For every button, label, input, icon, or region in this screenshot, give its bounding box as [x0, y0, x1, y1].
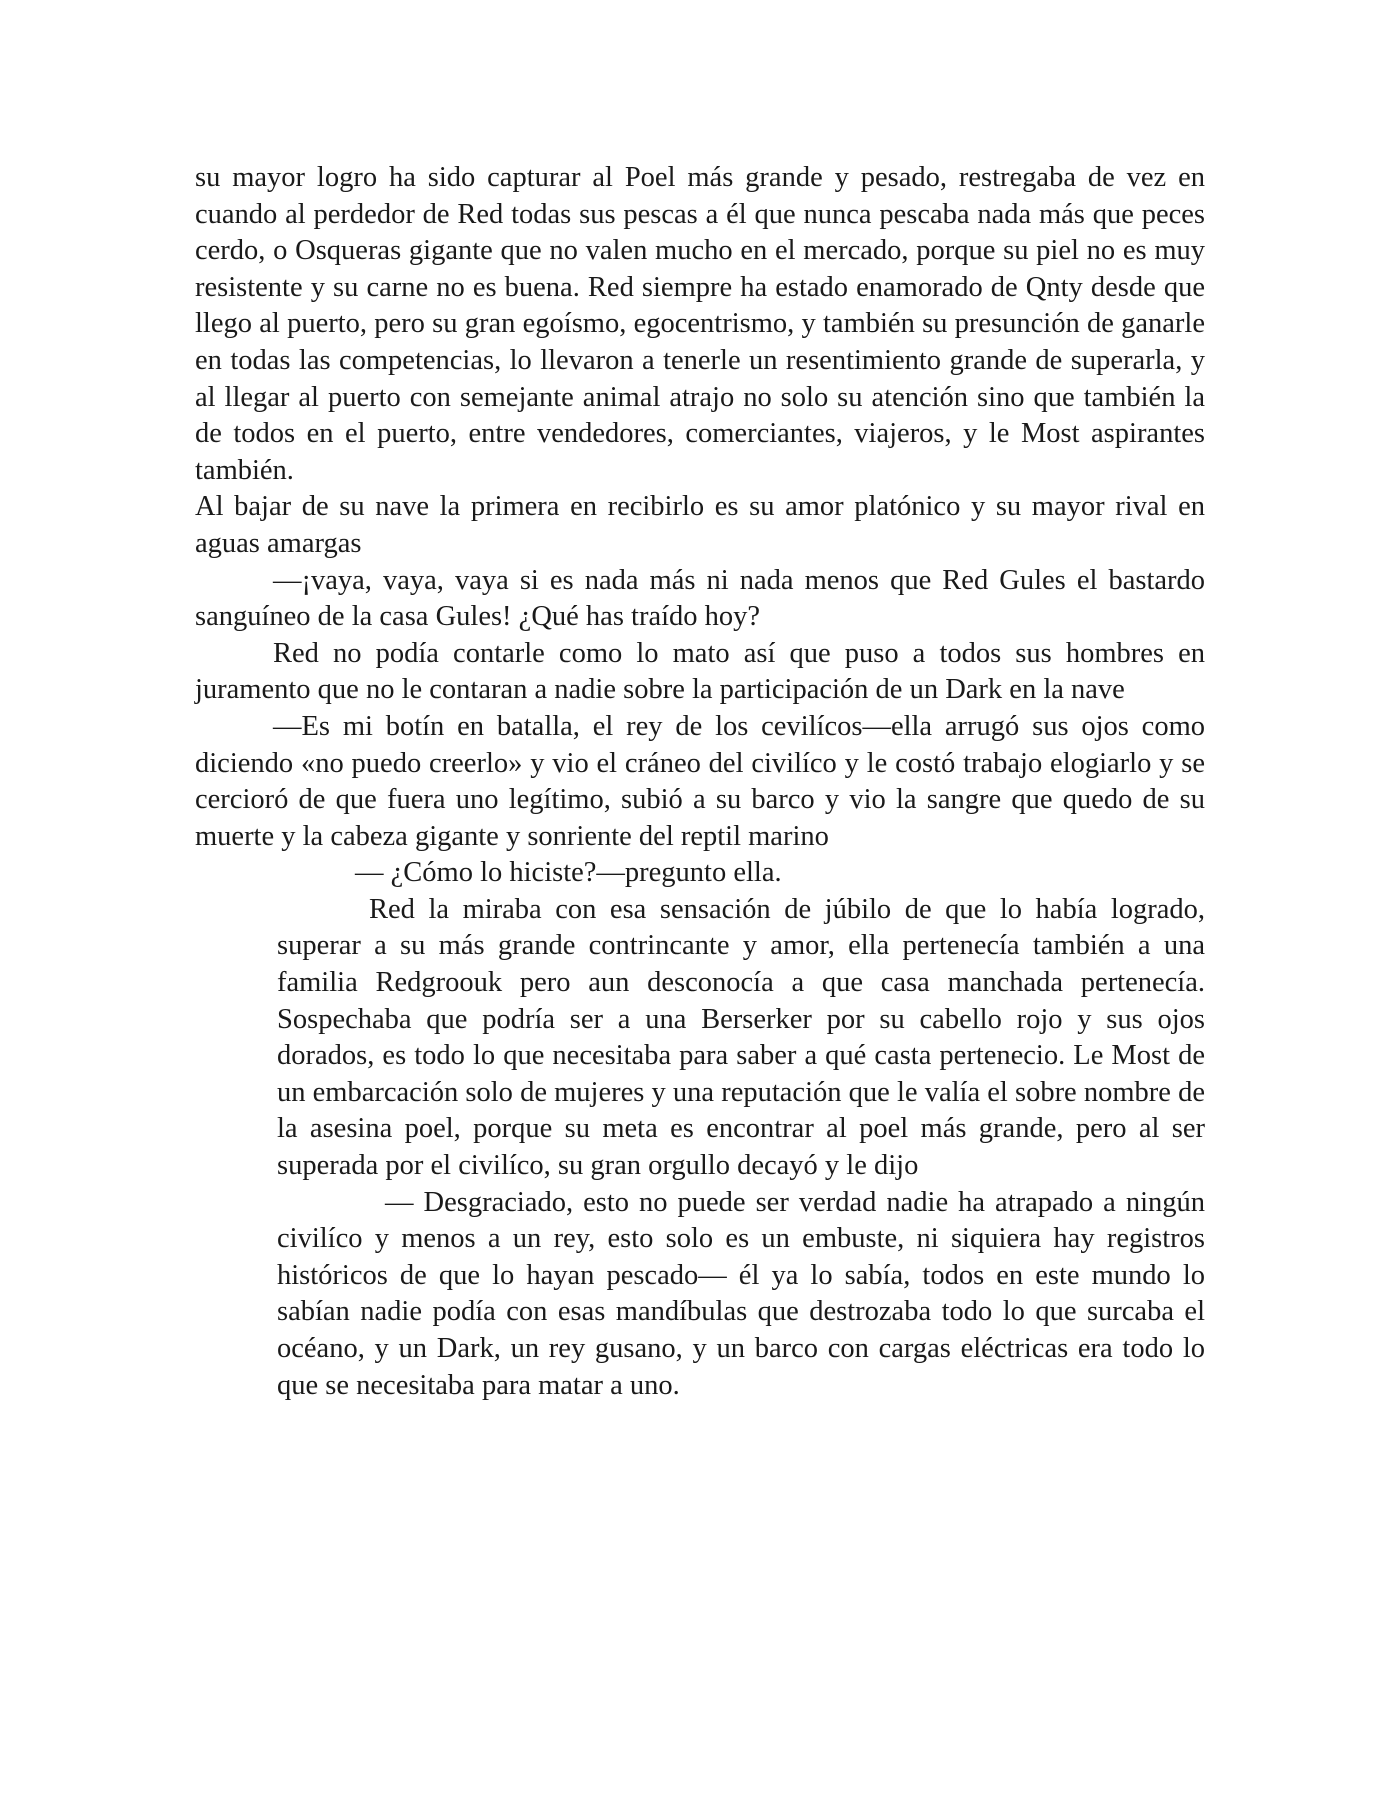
paragraph-4: Red no podía contarle como lo mato así que puso a todos sus hombres en juramento que no le contaran a nadie sobre la participación de un Dark en la nave	[195, 637, 1205, 706]
paragraph-5: —Es mi botín en batalla, el rey de los cevilícos—ella arrugó sus ojos como diciendo «no puedo creerlo» y vio el cráneo del civilíco y le costó trabajo elogiarlo y se cercioró de que fuera uno legítimo, subió a su barco y vio la sangre que quedo de su muerte y la cabeza gigante y sonriente del reptil marino	[195, 710, 1205, 852]
paragraph-3: —¡vaya, vaya, vaya si es nada más ni nada menos que Red Gules el bastardo sanguíneo de la casa Gules! ¿Qué has traído hoy?	[195, 564, 1205, 633]
document-body	[195, 160, 1205, 1404]
paragraph-8: — Desgraciado, esto no puede ser verdad nadie ha atrapado a ningún civilíco y menos a un rey, esto solo es un embuste, ni siquiera hay registros históricos de que lo hayan pescado— él ya lo sabía, todos en este mundo lo sabían nadie podía con esas mandíbulas que destrozaba todo lo que surcaba el océano, y un Dark, un rey gusano, y un barco con cargas eléctricas era todo lo que se necesitaba para matar a uno.	[277, 1186, 1205, 1401]
paragraph-6: — ¿Cómo lo hiciste?—pregunto ella.	[355, 857, 782, 889]
paragraph-1: su mayor logro ha sido capturar al Poel más grande y pesado, restregaba de vez en cuando al perdedor de Red todas sus pescas a él que nunca pescaba nada más que peces cerdo, o Osqueras gigante que no valen mucho en el mercado, porque su piel no es muy resistente y su carne no es buena. Red siempre ha estado enamorado de Qnty desde que llego al puerto, pero su gran egoísmo, egocentrismo, y también su presunción de ganarle en todas las competencias, lo llevaron a tenerle un resentimiento grande de superarla, y al llegar al puerto con semejante animal atrajo no solo su atención sino que también la de todos en el puerto, entre vendedores, comerciantes, viajeros, y le Most aspirantes también.	[195, 162, 1205, 486]
paragraph-2: Al bajar de su nave la primera en recibirlo es su amor platónico y su mayor rival en aguas amargas	[195, 491, 1205, 559]
paragraph-7: Red la miraba con esa sensación de júbilo de que lo había logrado, superar a su más grande contrincante y amor, ella pertenecía también a una familia Redgroouk pero aun desconocía a que casa manchada pertenecía. Sospechaba que podría ser a una Berserker por su cabello rojo y sus ojos dorados, es todo lo que necesitaba para saber a qué casta pertenecio. Le Most de un embarcación solo de mujeres y una reputación que le valía el sobre nombre de la asesina poel, porque su meta es encontrar al poel más grande, pero al ser superada por el civilíco, su gran orgullo decayó y le dijo	[277, 893, 1205, 1182]
